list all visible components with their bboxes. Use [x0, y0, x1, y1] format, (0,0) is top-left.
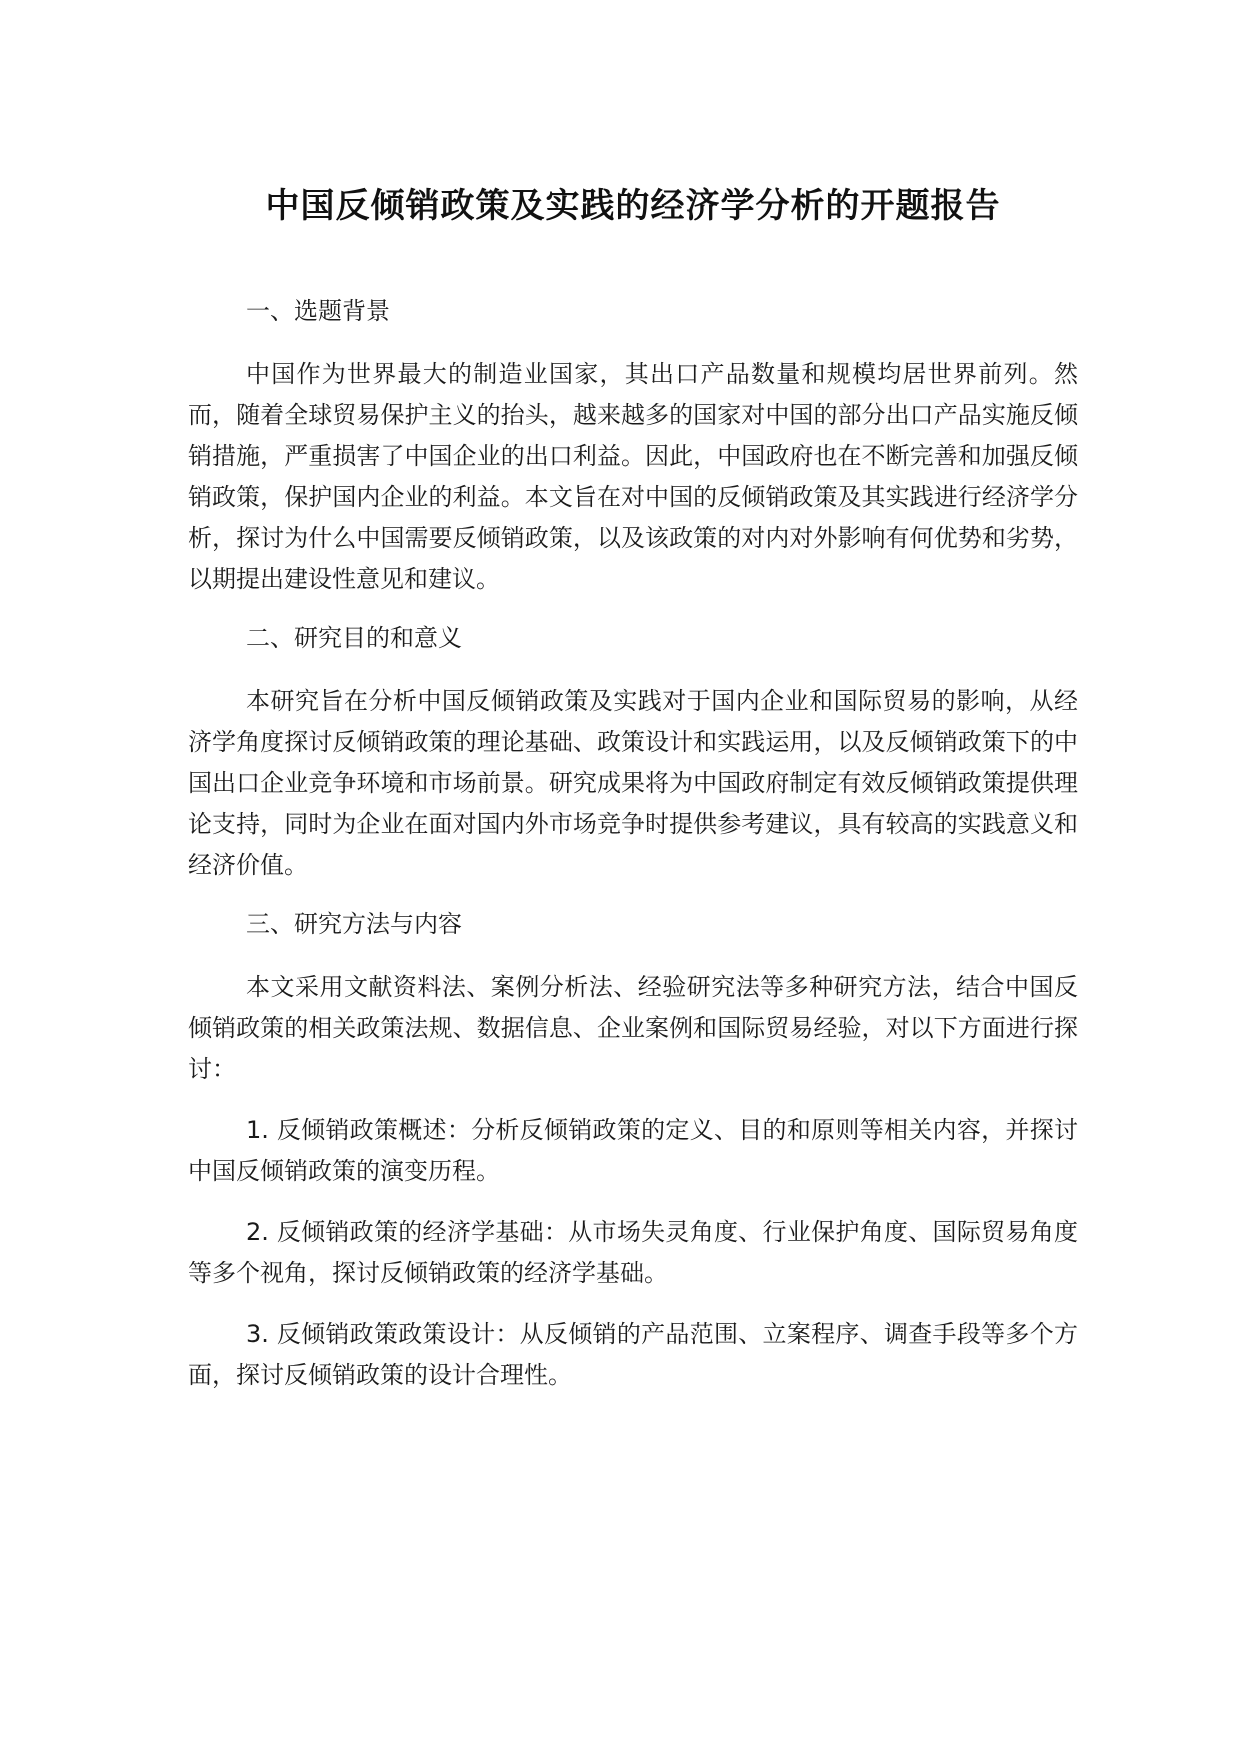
list-item: 1. 反倾销政策概述：分析反倾销政策的定义、目的和原则等相关内容，并探讨中国反倾销政策的演变历程。	[188, 1116, 1078, 1185]
section-paragraph: 本研究旨在分析中国反倾销政策及实践对于国内企业和国际贸易的影响，从经济学角度探讨反倾销政策的理论基础、政策设计和实践运用，以及反倾销政策下的中国出口企业竞争环境和市场前景。研究成果将为中国政府制定有效反倾销政策提供理论支持，同时为企业在面对国内外市场竞争时提供参考建议，具有较高的实践意义和经济价值。	[188, 687, 1078, 879]
document-page	[188, 178, 1078, 1416]
numbered-list	[188, 1110, 1078, 1396]
section-paragraph: 本文采用文献资料法、案例分析法、经验研究法等多种研究方法，结合中国反倾销政策的相关政策法规、数据信息、企业案例和国际贸易经验，对以下方面进行探讨：	[188, 973, 1078, 1083]
section-method	[188, 906, 1078, 1090]
list-item: 2. 反倾销政策的经济学基础：从市场失灵角度、行业保护角度、国际贸易角度等多个视角，探讨反倾销政策的经济学基础。	[188, 1218, 1078, 1287]
document-title: 中国反倾销政策及实践的经济学分析的开题报告	[265, 186, 1001, 226]
section-heading: 三、研究方法与内容	[246, 910, 462, 938]
section-purpose	[188, 620, 1078, 886]
list-item: 3. 反倾销政策政策设计：从反倾销的产品范围、立案程序、调查手段等多个方面，探讨反倾销政策的设计合理性。	[188, 1320, 1078, 1389]
section-heading: 二、研究目的和意义	[246, 624, 462, 652]
section-heading: 一、选题背景	[246, 297, 390, 325]
section-background	[188, 293, 1078, 600]
section-paragraph: 中国作为世界最大的制造业国家，其出口产品数量和规模均居世界前列。然而，随着全球贸易保护主义的抬头，越来越多的国家对中国的部分出口产品实施反倾销措施，严重损害了中国企业的出口利益。因此，中国政府也在不断完善和加强反倾销政策，保护国内企业的利益。本文旨在对中国的反倾销政策及其实践进行经济学分析，探讨为什么中国需要反倾销政策，以及该政策的对内对外影响有何优势和劣势，以期提出建设性意见和建议。	[188, 360, 1078, 593]
